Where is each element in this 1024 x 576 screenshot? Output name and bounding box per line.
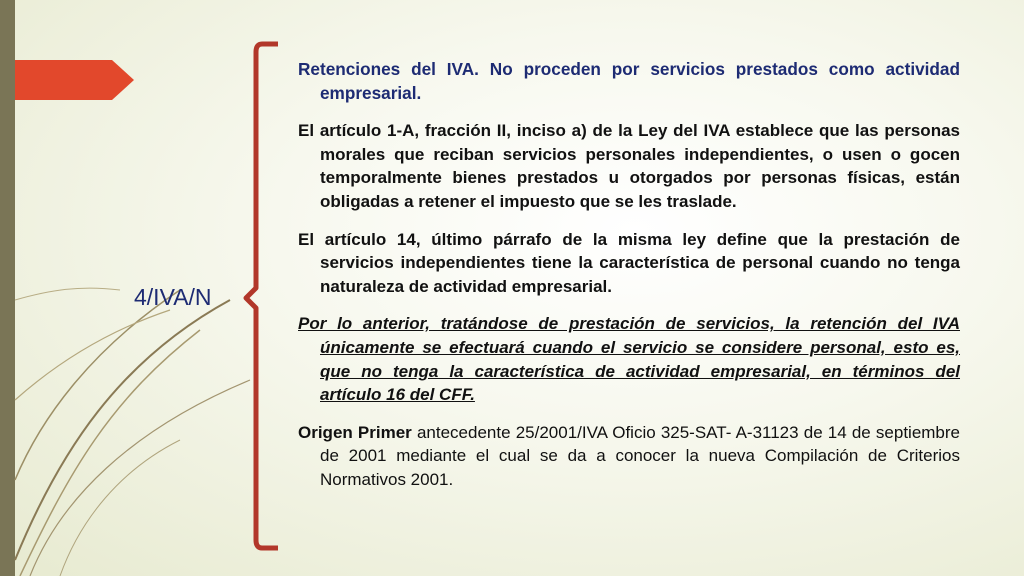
paragraph-article-1a: El artículo 1-A, fracción II, inciso a) de la Ley del IVA establece que las personas morales que reciban servicios personales independientes, o usen o gocen temporalmente bienes prestados u otorgados por personas físicas, están obligadas a retener el impuesto que se les traslade. <box>298 121 960 211</box>
paragraph-article-14: El artículo 14, último párrafo de la misma ley define que la prestación de servicios independientes tiene la característica de personal cuando no tenga naturaleza de actividad empresarial. <box>298 229 960 296</box>
paragraph-conclusion: Por lo anterior, tratándose de prestación de servicios, la retención del IVA únicamente se efectuará cuando el servicio se considere personal, esto es, que no tenga la característica de actividad empresarial, en términos del artículo 16 del CFF. <box>298 314 960 405</box>
paragraph-origin <box>298 421 960 492</box>
criterion-title: Retenciones del IVA. No proceden por servicios prestados como actividad empresarial. <box>298 59 960 103</box>
origin-text: antecedente 25/2001/IVA Oficio 325-SAT- A-31123 de 14 de septiembre de 2001 mediante el cual se da a conocer la nueva Compilación de Criterios Normativos 2001. <box>320 422 961 489</box>
origin-label: Origen Primer <box>298 422 412 442</box>
criterion-content <box>298 58 960 506</box>
criterion-code: 4/IVA/N <box>134 284 212 310</box>
